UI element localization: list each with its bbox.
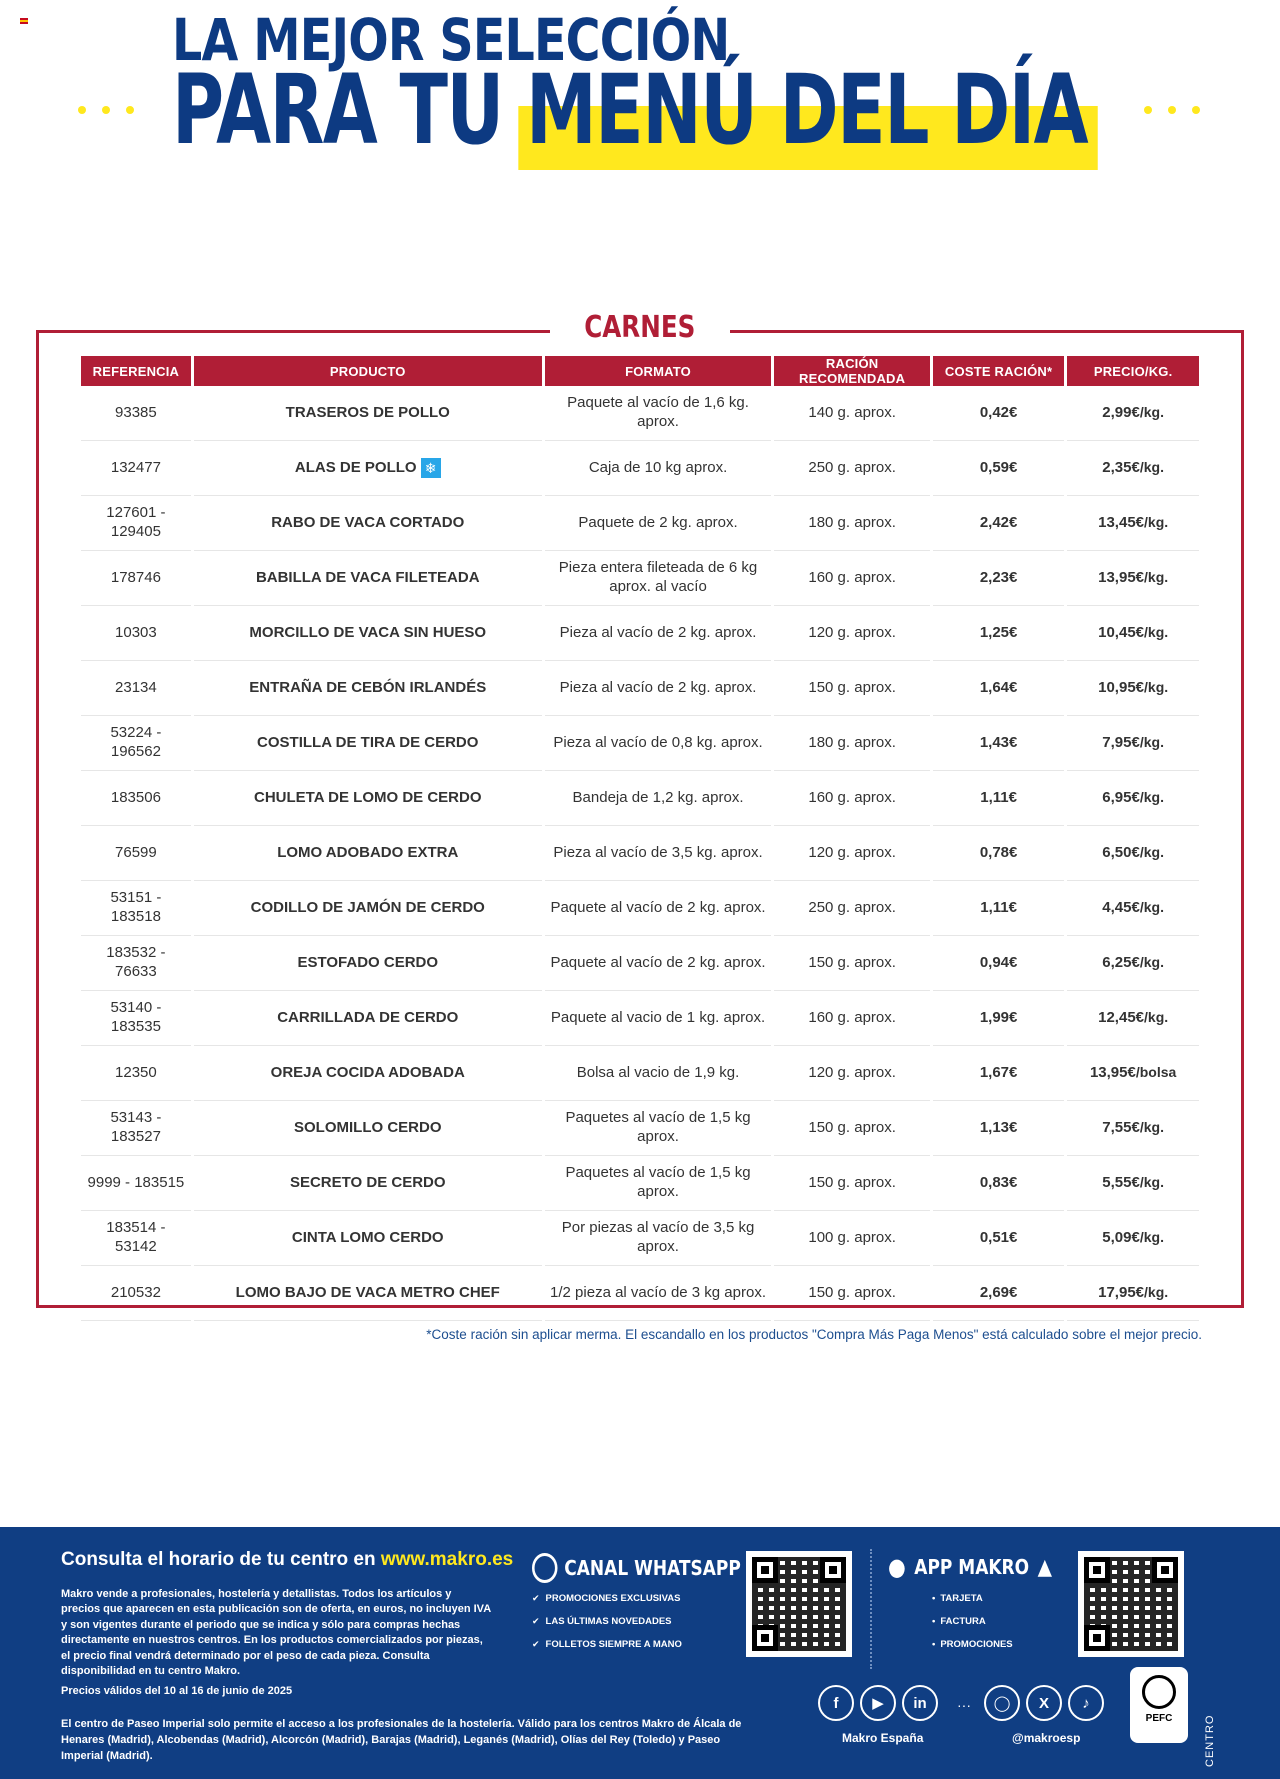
price-unit: /kg. — [1139, 458, 1164, 475]
cell-precio — [1067, 771, 1199, 826]
col-header-coste: COSTE RACIÓN* — [933, 356, 1064, 386]
price-value: 7,55€ — [1102, 1118, 1140, 1136]
cell-formato: Paquete al vacío de 2 kg. aprox. — [545, 936, 772, 991]
product-name: SECRETO DE CERDO — [289, 1173, 446, 1191]
col-header-precio: PRECIO/KG. — [1067, 356, 1199, 386]
table-row — [81, 1266, 1199, 1321]
hero-header — [0, 0, 1280, 170]
cell-coste: 0,83€ — [933, 1156, 1064, 1211]
cell-referencia: 9999 - 183515 — [81, 1156, 191, 1211]
app-list — [932, 1593, 1081, 1650]
price-unit: /kg. — [1144, 1283, 1169, 1300]
cell-precio — [1067, 661, 1199, 716]
col-header-racion: RACIÓN RECOMENDADA — [774, 356, 930, 386]
product-name: CODILLO DE JAMÓN DE CERDO — [250, 898, 485, 916]
cell-coste: 1,43€ — [933, 716, 1064, 771]
cell-precio — [1067, 496, 1199, 551]
product-name: LOMO ADOBADO EXTRA — [277, 843, 459, 861]
whatsapp-block — [532, 1553, 778, 1662]
youtube-icon[interactable]: ▶ — [860, 1685, 896, 1721]
whatsapp-title-text: CANAL WHATSAPP — [564, 1556, 741, 1580]
cell-racion: 120 g. aprox. — [774, 826, 930, 881]
table-row — [81, 716, 1199, 771]
cell-racion: 150 g. aprox. — [774, 661, 930, 716]
social-group-left — [818, 1685, 938, 1721]
cell-referencia: 53151 - 183518 — [81, 881, 191, 936]
cell-producto — [194, 716, 542, 771]
cell-racion: 150 g. aprox. — [774, 1101, 930, 1156]
cell-racion: 250 g. aprox. — [774, 881, 930, 936]
linkedin-icon[interactable]: in — [902, 1685, 938, 1721]
cell-precio — [1067, 716, 1199, 771]
instagram-icon[interactable]: ◯ — [984, 1685, 1020, 1721]
cell-racion: 180 g. aprox. — [774, 496, 930, 551]
cell-coste: 1,64€ — [933, 661, 1064, 716]
price-value: 4,45€ — [1102, 898, 1140, 916]
price-unit: /kg. — [1139, 843, 1164, 860]
cell-coste: 0,94€ — [933, 936, 1064, 991]
price-value: 7,95€ — [1102, 733, 1140, 751]
whatsapp-list — [532, 1593, 778, 1650]
table-row — [81, 1046, 1199, 1101]
cell-referencia: 10303 — [81, 606, 191, 661]
product-name: RABO DE VACA CORTADO — [271, 513, 465, 531]
price-unit: /kg. — [1144, 1008, 1169, 1025]
price-unit: /kg. — [1139, 403, 1164, 420]
cell-referencia: 76599 — [81, 826, 191, 881]
pefc-logo — [1130, 1667, 1188, 1743]
validity-dates: Precios válidos del 10 al 16 de junio de 2025 — [61, 1685, 293, 1697]
cell-racion: 250 g. aprox. — [774, 441, 930, 496]
social-label-makro-espana: Makro España — [842, 1731, 924, 1745]
centro-vertical-label: CENTRO — [1204, 1714, 1216, 1767]
product-name: TRASEROS DE POLLO — [285, 403, 450, 421]
cell-coste: 2,23€ — [933, 551, 1064, 606]
cell-formato: Paquete al vacío de 2 kg. aprox. — [545, 881, 772, 936]
cell-racion: 120 g. aprox. — [774, 1046, 930, 1101]
cell-producto — [194, 661, 542, 716]
cell-formato: Paquete de 2 kg. aprox. — [545, 496, 772, 551]
whatsapp-title — [532, 1553, 741, 1583]
cell-racion: 150 g. aprox. — [774, 936, 930, 991]
tiktok-icon[interactable]: ♪ — [1068, 1685, 1104, 1721]
social-label-makroesp: @makroesp — [1012, 1731, 1081, 1745]
cell-referencia: 12350 — [81, 1046, 191, 1101]
price-value: 10,95€ — [1098, 678, 1145, 696]
price-value: 13,95€ — [1098, 568, 1145, 586]
cell-precio — [1067, 936, 1199, 991]
cell-racion: 160 g. aprox. — [774, 771, 930, 826]
product-name: SOLOMILLO CERDO — [294, 1118, 442, 1136]
price-value: 13,45€ — [1098, 513, 1145, 531]
col-header-producto: PRODUCTO — [194, 356, 542, 386]
footer — [0, 1527, 1280, 1779]
cell-producto — [194, 606, 542, 661]
product-name: BABILLA DE VACA FILETEADA — [255, 568, 480, 586]
cell-precio — [1067, 1266, 1199, 1321]
cell-racion: 180 g. aprox. — [774, 716, 930, 771]
cell-formato: Paquete al vacío de 1,6 kg. aprox. — [545, 386, 772, 441]
cell-producto — [194, 386, 542, 441]
price-unit: /bolsa — [1135, 1063, 1177, 1080]
price-unit: /kg. — [1139, 1118, 1164, 1135]
list-item: • FACTURA — [932, 1616, 1081, 1627]
cell-formato: Pieza entera fileteada de 6 kg aprox. al vacío — [545, 551, 772, 606]
cell-producto — [194, 826, 542, 881]
cell-formato: Pieza al vacío de 2 kg. aprox. — [545, 661, 772, 716]
price-value: 12,45€ — [1098, 1008, 1145, 1026]
cell-referencia: 127601 - 129405 — [81, 496, 191, 551]
hero-title-line1: LA MEJOR SELECCIÓN — [172, 6, 730, 74]
cell-precio — [1067, 1211, 1199, 1266]
table-row — [81, 386, 1199, 441]
price-value: 5,09€ — [1102, 1228, 1140, 1246]
price-unit: /kg. — [1139, 1228, 1164, 1245]
cell-producto — [194, 1046, 542, 1101]
cell-coste: 0,42€ — [933, 386, 1064, 441]
cell-precio — [1067, 606, 1199, 661]
cell-formato: Bolsa al vacio de 1,9 kg. — [545, 1046, 772, 1101]
table-row — [81, 551, 1199, 606]
cell-referencia: 183506 — [81, 771, 191, 826]
price-value: 6,25€ — [1102, 953, 1140, 971]
footer-divider — [870, 1549, 872, 1669]
cell-producto — [194, 771, 542, 826]
list-item: ✔ LAS ÚLTIMAS NOVEDADES — [532, 1616, 778, 1627]
table-row — [81, 1156, 1199, 1211]
cell-referencia: 178746 — [81, 551, 191, 606]
cell-formato: Caja de 10 kg aprox. — [545, 441, 772, 496]
cell-racion: 160 g. aprox. — [774, 991, 930, 1046]
cell-coste: 2,69€ — [933, 1266, 1064, 1321]
section-title: CARNES — [584, 310, 696, 345]
cell-precio — [1067, 1046, 1199, 1101]
price-unit: /kg. — [1139, 733, 1164, 750]
cell-producto — [194, 551, 542, 606]
carnes-table — [78, 356, 1202, 1321]
cell-coste: 1,11€ — [933, 771, 1064, 826]
price-value: 6,95€ — [1102, 788, 1140, 806]
app-title — [888, 1553, 1052, 1581]
cell-coste: 0,78€ — [933, 826, 1064, 881]
price-value: 17,95€ — [1098, 1283, 1145, 1301]
product-name: ENTRAÑA DE CEBÓN IRLANDÉS — [249, 678, 487, 696]
cell-producto — [194, 991, 542, 1046]
cell-racion: 160 g. aprox. — [774, 551, 930, 606]
whatsapp-icon — [532, 1553, 558, 1583]
cell-precio — [1067, 441, 1199, 496]
social-separator-dots: ··· — [957, 1697, 971, 1713]
cell-producto — [194, 1211, 542, 1266]
table-body — [81, 386, 1199, 1321]
cell-formato: Paquetes al vacío de 1,5 kg aprox. — [545, 1101, 772, 1156]
table-row — [81, 441, 1199, 496]
cell-producto — [194, 441, 542, 496]
consulta-horario — [61, 1549, 513, 1571]
table-row — [81, 991, 1199, 1046]
cell-referencia: 132477 — [81, 441, 191, 496]
price-unit: /kg. — [1139, 898, 1164, 915]
cell-producto — [194, 1101, 542, 1156]
pefc-label: PEFC — [1145, 1713, 1173, 1724]
list-item: ✔ FOLLETOS SIEMPRE A MANO — [532, 1639, 778, 1650]
list-item: • PROMOCIONES — [932, 1639, 1081, 1650]
whatsapp-qr-code[interactable] — [746, 1551, 852, 1657]
col-header-referencia: REFERENCIA — [81, 356, 191, 386]
cell-precio — [1067, 1101, 1199, 1156]
product-name: MORCILLO DE VACA SIN HUESO — [249, 623, 487, 641]
cell-coste: 1,99€ — [933, 991, 1064, 1046]
cell-referencia: 210532 — [81, 1266, 191, 1321]
list-item: • TARJETA — [932, 1593, 1081, 1604]
table-row — [81, 826, 1199, 881]
cell-precio — [1067, 881, 1199, 936]
makro-website-link[interactable]: www.makro.es — [380, 1549, 514, 1570]
app-qr-code[interactable] — [1078, 1551, 1184, 1657]
price-unit: /kg. — [1139, 788, 1164, 805]
cell-precio — [1067, 991, 1199, 1046]
cell-racion: 150 g. aprox. — [774, 1266, 930, 1321]
legal-text: Makro vende a profesionales, hostelería y detallistas. Todos los artículos y precios que aparecen en esta publicación son de oferta, en euros, no incluyen IVA y son vigentes durante el periodo que se indica y sólo para compras hechas directamente en nuestros centros. En los productos comercializados por piezas, el precio final vendrá determinado por el peso de cada pieza. Consulta disponibilidad en tu centro Makro. — [61, 1588, 491, 1677]
price-value: 13,95€ — [1089, 1063, 1136, 1081]
cell-formato: 1/2 pieza al vacío de 3 kg aprox. — [545, 1266, 772, 1321]
product-name: ESTOFADO CERDO — [297, 953, 439, 971]
cell-producto — [194, 1156, 542, 1211]
cell-coste: 1,13€ — [933, 1101, 1064, 1156]
price-unit: /kg. — [1144, 513, 1169, 530]
centers-text: El centro de Paseo Imperial solo permite el acceso a los profesionales de la hostelería. Válido para los centros Makro de Álcala de Henares (Madrid), Alcobendas (Madrid), Alcorcón (Madrid), Barajas (Madrid), Leganés (Madrid), Olías del Rey (Toledo) y Paseo Imperial (Madrid). — [61, 1718, 742, 1762]
cell-formato: Pieza al vacío de 2 kg. aprox. — [545, 606, 772, 661]
price-value: 2,99€ — [1102, 403, 1140, 421]
facebook-icon[interactable]: f — [818, 1685, 854, 1721]
cell-coste: 1,25€ — [933, 606, 1064, 661]
cell-precio — [1067, 551, 1199, 606]
cell-coste: 1,67€ — [933, 1046, 1064, 1101]
cell-referencia: 53140 - 183535 — [81, 991, 191, 1046]
price-value: 6,50€ — [1102, 843, 1140, 861]
cell-racion: 100 g. aprox. — [774, 1211, 930, 1266]
cell-producto — [194, 936, 542, 991]
cell-racion: 140 g. aprox. — [774, 386, 930, 441]
footnote: *Coste ración sin aplicar merma. El escandallo en los productos "Compra Más Paga Menos" está calculado sobre el mejor precio. — [426, 1327, 1202, 1342]
cell-referencia: 183532 - 76633 — [81, 936, 191, 991]
cell-producto — [194, 496, 542, 551]
cell-racion: 120 g. aprox. — [774, 606, 930, 661]
cell-formato: Paquetes al vacío de 1,5 kg aprox. — [545, 1156, 772, 1211]
price-value: 2,35€ — [1102, 458, 1140, 476]
table-row — [81, 936, 1199, 991]
hero-title-highlight: MENÚ DEL DÍA — [525, 54, 1088, 166]
product-name: CARRILLADA DE CERDO — [277, 1008, 459, 1026]
decor-dots-left — [78, 106, 134, 114]
col-header-formato: FORMATO — [545, 356, 772, 386]
apple-icon: ● — [888, 1553, 906, 1581]
cell-coste: 0,51€ — [933, 1211, 1064, 1266]
cell-referencia: 93385 — [81, 386, 191, 441]
x-icon[interactable]: X — [1026, 1685, 1062, 1721]
table-row — [81, 661, 1199, 716]
cell-producto — [194, 881, 542, 936]
cell-precio — [1067, 386, 1199, 441]
product-name: COSTILLA DE TIRA DE CERDO — [257, 733, 479, 751]
price-value: 10,45€ — [1098, 623, 1145, 641]
table-row — [81, 1211, 1199, 1266]
pefc-tree-icon — [1142, 1675, 1176, 1709]
cell-precio — [1067, 826, 1199, 881]
cell-formato: Bandeja de 1,2 kg. aprox. — [545, 771, 772, 826]
cell-formato: Paquete al vacio de 1 kg. aprox. — [545, 991, 772, 1046]
table-row — [81, 881, 1199, 936]
price-unit: /kg. — [1144, 568, 1169, 585]
cell-referencia: 53224 - 196562 — [81, 716, 191, 771]
product-name: CHULETA DE LOMO DE CERDO — [254, 788, 482, 806]
table-row — [81, 1101, 1199, 1156]
cell-formato: Pieza al vacío de 3,5 kg. aprox. — [545, 826, 772, 881]
app-block — [888, 1553, 1081, 1662]
price-unit: /kg. — [1139, 1173, 1164, 1190]
table-row — [81, 606, 1199, 661]
cell-coste: 1,11€ — [933, 881, 1064, 936]
price-unit: /kg. — [1139, 953, 1164, 970]
product-name: OREJA COCIDA ADOBADA — [270, 1063, 465, 1081]
cell-formato: Por piezas al vacío de 3,5 kg aprox. — [545, 1211, 772, 1266]
cell-racion: 150 g. aprox. — [774, 1156, 930, 1211]
product-name: CINTA LOMO CERDO — [291, 1228, 444, 1246]
list-item: ✔ PROMOCIONES EXCLUSIVAS — [532, 1593, 778, 1604]
table-header-row — [81, 356, 1199, 386]
social-group-right — [984, 1685, 1104, 1721]
cell-producto — [194, 1266, 542, 1321]
app-title-text: APP MAKRO — [914, 1555, 1030, 1579]
hero-title-plain: PARA TU — [172, 54, 526, 166]
cell-referencia: 23134 — [81, 661, 191, 716]
price-value: 5,55€ — [1102, 1173, 1140, 1191]
table-row — [81, 496, 1199, 551]
price-unit: /kg. — [1144, 678, 1169, 695]
hero-title-line2 — [172, 54, 1088, 166]
cell-referencia: 183514 - 53142 — [81, 1211, 191, 1266]
cell-coste: 2,42€ — [933, 496, 1064, 551]
product-name: ALAS DE POLLO — [294, 458, 417, 476]
consulta-text: Consulta el horario de tu centro en — [61, 1549, 381, 1570]
cell-referencia: 53143 - 183527 — [81, 1101, 191, 1156]
price-unit: /kg. — [1144, 623, 1169, 640]
frozen-snowflake-icon: ❄ — [421, 458, 441, 478]
table-row — [81, 771, 1199, 826]
cell-formato: Pieza al vacío de 0,8 kg. aprox. — [545, 716, 772, 771]
cell-precio — [1067, 1156, 1199, 1211]
cell-coste: 0,59€ — [933, 441, 1064, 496]
carnes-title-wrap — [550, 310, 730, 350]
android-icon: ▲ — [1037, 1554, 1052, 1580]
decor-dots-right — [1144, 106, 1200, 114]
product-name: LOMO BAJO DE VACA METRO CHEF — [235, 1283, 500, 1301]
